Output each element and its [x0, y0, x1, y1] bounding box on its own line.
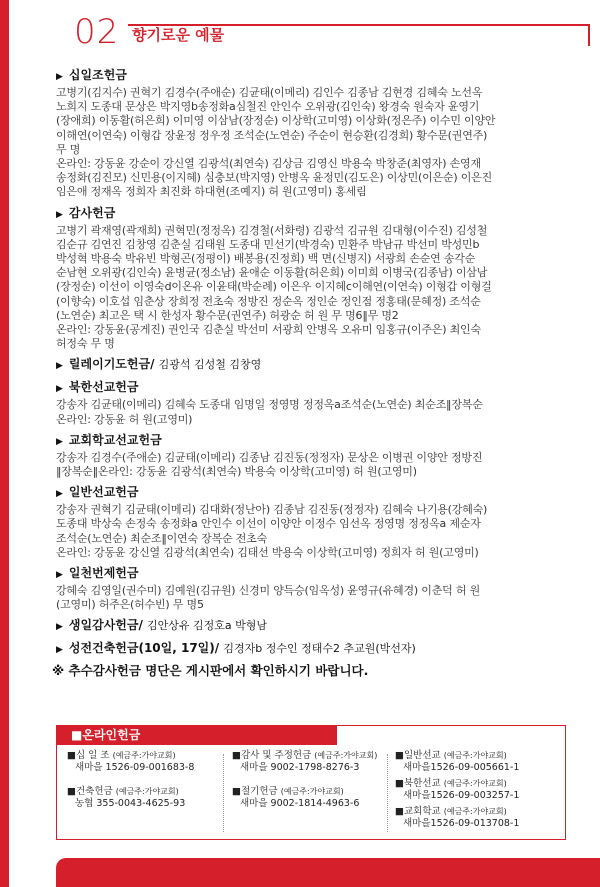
account-item	[395, 778, 565, 802]
section-title: 북한선교헌금	[68, 380, 139, 395]
account-item	[232, 786, 392, 810]
section-inline-names: 김광석 김성철 김창영	[158, 358, 262, 372]
triangle-icon: ▶	[56, 645, 63, 656]
account-number: 새마을 9002-1798-8276-3	[240, 762, 360, 773]
account-holder: (예금주:가야교회)	[314, 751, 378, 760]
left-accent-strip	[0, 0, 9, 887]
section-thanks	[56, 206, 576, 352]
section-church-school-mission	[56, 433, 576, 479]
section-names: 강혜숙 김영일(권수미) 김예원(김규원) 신경미 양득승(임옥성) 윤영규(유혜경) 이춘덕 허 원 (고영미) 허주은(허수빈) 무 명5	[56, 584, 481, 612]
section-north-korea-mission	[56, 380, 576, 426]
section-names: 강송자 김경수(주애순) 김균태(이메리) 김종남 김진동(정정자) 문상은 이병권 이양안 정방진 ‖장복순‖온라인: 강동윤 김광석(최연숙) 박용숙 이상학(고미영) 허 원(고영미)	[56, 450, 483, 479]
account-name: ■십 일 조	[67, 750, 110, 761]
account-number: 농협 355-0043-4625-93	[75, 798, 186, 809]
triangle-icon: ▶	[56, 361, 63, 372]
column-divider	[223, 754, 225, 832]
account-number: 새마을 1526-09-001683-8	[75, 762, 195, 773]
section-title: 생일감사헌금/	[68, 618, 143, 633]
section-title: 일천번제헌금	[68, 566, 139, 581]
account-number: 새마을 9002-1814-4963-6	[240, 798, 360, 809]
account-column-1	[67, 750, 217, 822]
thanksgiving-notice: ※ 추수감사헌금 명단은 게시판에서 확인하시기 바랍니다.	[52, 663, 369, 679]
section-tithe	[56, 68, 576, 200]
account-name: ■북한선교	[395, 778, 441, 789]
account-column-2	[232, 750, 392, 822]
section-names: 고병기 곽재영(곽재희) 권혁민(정정옥) 김경철(서화령) 김광석 김규원 김대형(이수진) 김성철 김순규 김연진 김창영 김춘실 김태원 도종대 민선기(박경숙) 민환주 박남규 박선미 박성민b 박성혁 박용숙 박유빈 박형곤(정평이) 배봉용(진정희) 백 면(신병지) 서광희 손순연 송각순 순남현 오위광(김인숙) 윤병균(정소남) 윤애순 이동활(허은희) 이미희 이병국(김종남) 이삼남 (장정순) 이선이 이영숙d이온유 이윤태(박순례) 이은우 이지혜c이해연(이연숙) 이형갑 이형걸 (이향숙) 이호섭 임춘상 장희정 전초숙 정방진 정순옥 정인순 정인점 정홍태(문혜정) 조석순 (노연순) 최고은 택 시 한성자 황수문(권연주) 허광순 허 원 무 명6‖무 명2 온라인: 강동윤(공게진) 권인국 김춘실 박선미 서광희 안병옥 오유미 임홍규(이주은) 최인숙 허정숙 무 명	[56, 223, 492, 351]
triangle-icon: ▶	[56, 570, 63, 581]
account-name: ■감사 및 주정헌금	[232, 750, 312, 761]
offering-list	[52, 68, 576, 679]
account-name: ■교회학교	[395, 806, 441, 817]
section-title: 성전건축헌금(10일, 17일)/	[68, 641, 220, 656]
section-title: 일반선교헌금	[68, 485, 139, 500]
section-title: 십일조헌금	[68, 68, 127, 82]
account-name: ■건축헌금	[67, 786, 113, 797]
online-offering-box	[56, 725, 566, 840]
account-number: 새마을1526-09-013708-1	[403, 818, 520, 829]
triangle-icon: ▶	[56, 384, 63, 395]
section-title: 릴레이기도헌금/	[68, 357, 155, 372]
account-holder: (예금주:가야교회)	[443, 751, 507, 760]
account-holder: (예금주:가야교회)	[112, 751, 176, 760]
section-title: 감사헌금	[68, 205, 116, 220]
account-column-3	[395, 750, 565, 834]
section-birthday-thanks	[56, 618, 576, 635]
page-title: 향기로운 예물	[132, 26, 225, 44]
section-building-fund	[56, 641, 576, 658]
page-number: 02	[74, 12, 120, 52]
triangle-icon: ▶	[56, 209, 63, 220]
section-relay-prayer	[56, 357, 576, 374]
account-number: 새마을1526-09-005661-1	[403, 762, 520, 773]
triangle-icon: ▶	[56, 622, 63, 633]
section-title: 교회학교선교헌금	[68, 432, 162, 447]
section-names: 강송자 김균태(이메리) 김혜숙 도종대 임명일 정영명 정정옥a조석순(노연순) 최순조‖장복순 온라인: 강동윤 허 원(고영미)	[56, 398, 483, 426]
section-inline-names: 김안상유 김정호a 박형남	[147, 619, 268, 633]
section-thousand-offering	[56, 566, 576, 612]
section-inline-names: 김경자b 정수인 정태수2 추교원(박선자)	[223, 642, 416, 656]
online-offering-title: ■온라인헌금	[71, 728, 141, 742]
triangle-icon: ▶	[56, 436, 63, 447]
page-header	[0, 0, 600, 62]
account-holder: (예금주:가야교회)	[443, 779, 507, 788]
section-names: 고병기(김지수) 권혁기 김경수(주애순) 김균태(이메리) 김인수 김종남 김현경 김혜숙 노선옥 노희지 도종대 문상은 박지영b송정화a심철진 안인수 오위광(김인숙) 왕경숙 원숙자 윤영기 (장애희) 이동활(허은희) 이미영 이삼남(장정순) 이상학(고미영) 이상화(정은주) 이수민 이양안 이해연(이연숙) 이형갑 장윤정 정우정 조석순(노연순) 주순이 현승환(김경희) 황수문(권연주) 무 명 온라인: 강동윤 강순이 강신열 김광석(최연숙) 김상금 김영신 박용숙 박창준(최영자) 손영재 송정화(김진모) 신민용(이지혜) 심충보(박지영) 안병옥 윤정민(김도은) 이상민(이은순) 이은진 임은애 정재옥 정희자 최진화 하대현(조예지) 허 원(고영미) 홍세림	[56, 86, 496, 199]
account-name: ■일반선교	[395, 750, 441, 761]
account-item	[67, 750, 217, 774]
footer-bar	[56, 858, 600, 887]
online-offering-tab	[57, 725, 337, 745]
account-holder: (예금주:가야교회)	[443, 807, 507, 816]
account-number: 새마을1526-09-003257-1	[403, 790, 520, 801]
account-holder: (예금주:가야교회)	[115, 787, 179, 796]
account-item	[232, 750, 392, 774]
account-name: ■절기헌금	[232, 786, 278, 797]
account-holder: (예금주:가야교회)	[280, 787, 344, 796]
section-general-mission	[56, 485, 576, 560]
triangle-icon: ▶	[56, 489, 63, 500]
account-item	[67, 786, 217, 810]
account-item	[395, 806, 565, 830]
section-names: 강송자 권혁기 김균태(이메리) 김대화(정난아) 김종남 김진동(정정자) 김혜숙 나기용(강혜숙) 도종대 박상숙 손정숙 송정화a 안인수 이선이 이양안 이정수 임선옥 정영명 정정옥a 제순자 조석순(노연순) 최순조‖이연숙 장복순 전초숙 온라인: 강동윤 강신열 김광석(최연숙) 김태선 박용숙 이상학(고미영) 정희자 허 원(고영미)	[56, 503, 488, 559]
triangle-icon: ▶	[56, 72, 63, 82]
account-item	[395, 750, 565, 774]
